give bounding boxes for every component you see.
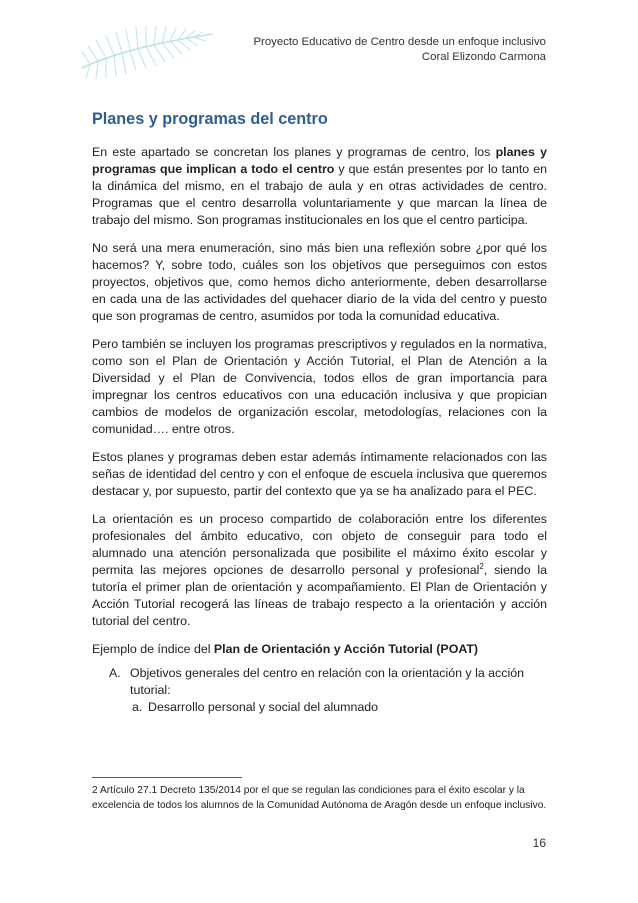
list-marker: A. (109, 666, 121, 680)
running-header (253, 35, 546, 65)
footnote-reference: 2 (479, 561, 484, 571)
paragraph-3: Pero también se incluyen los programas prescriptivos y regulados en la normativa, como son el Plan de Orientación y Acción Tutorial, el Plan de Atención a la Diversidad y el Plan de Convivencia, todos ellos de gran importancia para impregnar los centros educativos con una educación inclusiva y que propician cambios de modelos de organización escolar, metodologías, relaciones con la comunidad…. entre otros. (92, 337, 547, 436)
page-number: 16 (532, 836, 546, 850)
paragraph-6: Ejemplo de índice del Plan de Orientación y Acción Tutorial (POAT) (92, 642, 479, 656)
list-item (92, 665, 547, 716)
emphasis: planes y programas que implican a todo el centro (92, 145, 547, 176)
sub-list-marker: a. (132, 700, 143, 714)
footnote-separator (92, 777, 242, 778)
section-title: Planes y programas del centro (92, 110, 328, 128)
sub-list-item-text: Desarrollo personal y social del alumnado (148, 700, 379, 714)
header-author: Coral Elizondo Carmona (421, 51, 546, 63)
footnote-text: Artículo 27.1 Decreto 135/2014 por el que se regulan las condiciones para el éxito escolar y la excelencia de todos los alumnos de la Comunidad Autónoma de Aragón desde un enfoque inclusivo. (92, 785, 547, 811)
paragraph-1: En este apartado se concretan los planes y programas de centro, los planes y programas que implican a todo el centro y que están presentes por lo tanto en la dinámica del mismo, en el trabajo de aula y en otras actividades de centro. Programas que el centro desarrolla voluntariamente y que marcan la línea de trabajo del mismo. Son programas institucionales en los que el centro participa. (92, 145, 548, 227)
footnote-number: 2 (92, 785, 98, 796)
index-list (92, 665, 547, 716)
footnote (92, 783, 547, 813)
paragraph-5: La orientación es un proceso compartido de colaboración entre los diferentes profesionales del ámbito educativo, con objeto de conseguir para todo el alumnado una atención personalizada que posibilite el máximo éxito escolar y permita las mejores opciones de desarrollo personal y profesional$^2$, siendo la tutoría el primer plan de orientación y acompañamiento. El Plan de Orientación y Acción Tutorial recogerá las líneas de trabajo respecto a la orientación y acción tutorial del centro. (92, 512, 547, 628)
feather-icon (76, 22, 216, 84)
body-text (92, 144, 547, 716)
header-project-title: Proyecto Educativo de Centro desde un enfoque inclusivo (253, 36, 546, 48)
list-item-text: Objetivos generales del centro en relación con la orientación y la acción tutorial: (130, 666, 524, 697)
paragraph-4: Estos planes y programas deben estar además íntimamente relacionados con las señas de identidad del centro y con el enfoque de escuela inclusiva que queremos destacar y, por supuesto, partir del contexto que ya se ha analizado para el PEC. (92, 450, 547, 498)
sub-list-item (92, 699, 547, 716)
paragraph-2: No será una mera enumeración, sino más bien una reflexión sobre ¿por qué los hacemos? Y, sobre todo, cuáles son los objetivos que perseguimos con estos proyectos, objetivos que, como hemos dicho anteriormente, deben desarrollarse en cada una de las actividades del quehacer diario de la vida del centro y puesto que son programas de centro, asumidos por toda la comunidad educativa. (92, 241, 547, 323)
emphasis: Plan de Orientación y Acción Tutorial (POAT) (213, 642, 479, 656)
